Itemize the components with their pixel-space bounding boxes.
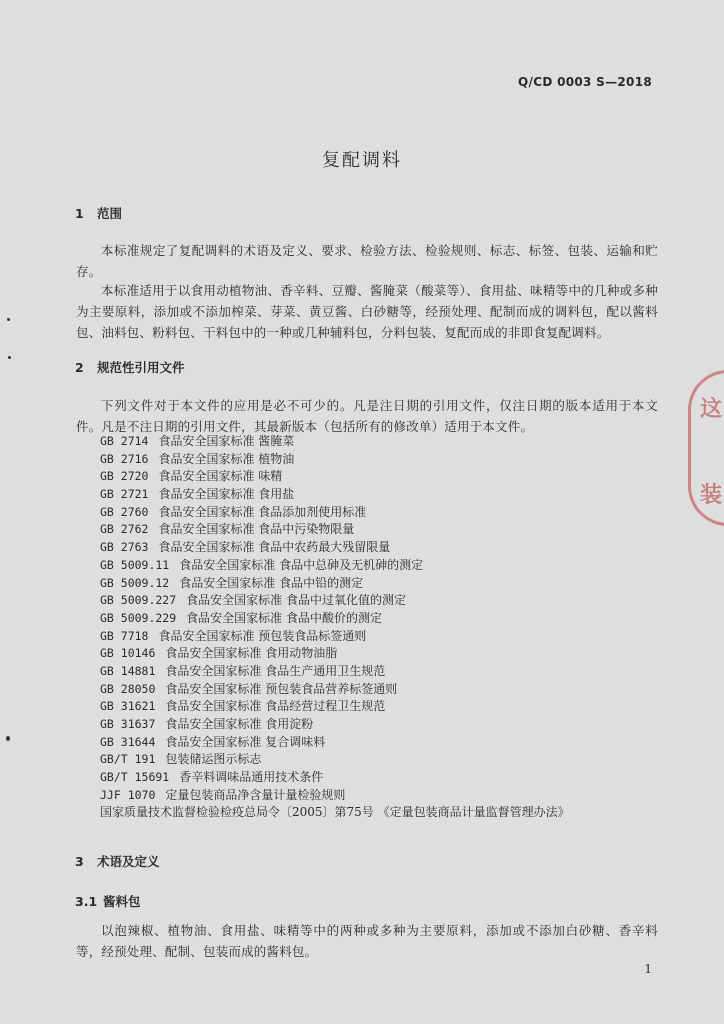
section-title: 范围	[97, 206, 123, 221]
definition-paragraph: 以泡辣椒、植物油、食用盐、味精等中的两种或多种为主要原料，添加或不添加白砂糖、香辛料等，经预处理、配制、包装而成的酱料包。	[76, 923, 658, 959]
reference-item	[100, 433, 570, 451]
seal-character: 装	[700, 483, 723, 508]
reference-title: 食品安全国家标准 食品添加剂使用标准	[158, 504, 367, 519]
reference-item	[100, 486, 570, 504]
reference-code: GB 7718	[100, 628, 149, 643]
section-heading-1	[75, 204, 122, 222]
reference-item	[100, 716, 570, 734]
reference-code: GB 2762	[100, 522, 149, 537]
section-title: 规范性引用文件	[97, 360, 185, 375]
reference-code: GB 2714	[100, 434, 149, 448]
reference-item	[100, 468, 570, 486]
reference-title: 食品安全国家标准 复合调味料	[165, 734, 326, 749]
section-number: 3	[75, 854, 84, 869]
reference-item	[100, 539, 570, 557]
subsection-heading-3-1	[75, 892, 141, 910]
reference-title: 食品安全国家标准 食品中铅的测定	[179, 575, 364, 590]
reference-code: GB 31637	[100, 717, 156, 731]
reference-code: GB 31621	[100, 699, 156, 714]
reference-item	[100, 451, 570, 469]
reference-item	[100, 592, 570, 610]
seal-character: 这	[700, 397, 723, 422]
reference-code: GB 5009.227	[100, 593, 177, 608]
reference-title: 食品安全国家标准 食品生产通用卫生规范	[165, 663, 386, 678]
reference-code: JJF 1070	[100, 787, 156, 802]
reference-item	[100, 557, 570, 575]
reference-title: 食品安全国家标准 预包装食品营养标签通则	[165, 681, 398, 696]
reference-title: 食品安全国家标准 植物油	[158, 451, 295, 466]
reference-title: 食品安全国家标准 食品中过氧化值的测定	[186, 593, 406, 608]
reference-title: 食品安全国家标准 食品中酸价的测定	[186, 610, 382, 625]
reference-code: GB 2721	[100, 487, 149, 502]
reference-code: GB 2760	[100, 504, 149, 519]
reference-code: GB 10146	[100, 646, 156, 661]
section-number: 1	[75, 206, 84, 221]
reference-code: GB 28050	[100, 681, 156, 696]
reference-item	[100, 769, 570, 787]
reference-item	[100, 804, 570, 822]
subsection-number: 3.1	[75, 894, 98, 909]
reference-item	[100, 734, 570, 752]
section-heading-2	[75, 358, 185, 376]
reference-code: GB/T 191	[100, 752, 156, 767]
reference-code: GB 31644	[100, 734, 156, 749]
reference-item	[100, 645, 570, 663]
reference-code: GB 2763	[100, 540, 149, 555]
reference-title: 食品安全国家标准 食品中总砷及无机砷的测定	[179, 557, 424, 572]
document-number: Q/CD 0003 S—2018	[518, 75, 652, 89]
references-intro: 下列文件对于本文件的应用是必不可少的。凡是注日期的引用文件，仅注日期的版本适用于本文件。凡是不注日期的引用文件，其最新版本（包括所有的修改单）适用于本文件。	[76, 398, 658, 434]
section-number: 2	[75, 360, 84, 375]
reference-code: GB/T 15691	[100, 770, 170, 785]
reference-item	[100, 521, 570, 539]
reference-title: 国家质量技术监督检验检疫总局令〔2005〕第75号 《定量包装商品计量监督管理办法》	[100, 805, 570, 820]
reference-item	[100, 663, 570, 681]
reference-item	[100, 610, 570, 628]
scan-speck	[7, 318, 10, 321]
reference-item	[100, 681, 570, 699]
reference-item	[100, 628, 570, 646]
reference-title: 食品安全国家标准 酱腌菜	[158, 434, 295, 448]
reference-item	[100, 575, 570, 593]
page-number: 1	[644, 962, 652, 976]
reference-code: GB 5009.12	[100, 575, 170, 590]
reference-code: GB 5009.229	[100, 610, 177, 625]
reference-code: GB 2716	[100, 451, 149, 466]
reference-title: 包装储运图示标志	[165, 752, 262, 767]
reference-item	[100, 751, 570, 769]
reference-title: 食品安全国家标准 食用动物油脂	[165, 646, 338, 661]
scan-speck	[6, 736, 10, 741]
subsection-title: 酱料包	[103, 894, 141, 909]
reference-title: 食品安全国家标准 味精	[158, 469, 283, 484]
reference-title: 定量包装商品净含量计量检验规则	[165, 787, 346, 802]
page-title: 复配调料	[322, 150, 402, 171]
reference-item	[100, 787, 570, 805]
reference-title: 食品安全国家标准 预包装食品标签通则	[158, 628, 367, 643]
reference-title: 食品安全国家标准 食用盐	[158, 487, 295, 502]
reference-code: GB 5009.11	[100, 557, 170, 572]
reference-item	[100, 504, 570, 522]
scope-paragraph-1: 本标准规定了复配调料的术语及定义、要求、检验方法、检验规则、标志、标签、包装、运输和贮存。	[76, 243, 658, 279]
reference-code: GB 2720	[100, 469, 149, 484]
section-heading-3	[75, 852, 160, 870]
scope-paragraph-2: 本标准适用于以食用动植物油、香辛料、豆瓣、酱腌菜（酸菜等）、食用盐、味精等中的几种或多种为主要原料，添加或不添加榨菜、芽菜、黄豆酱、白砂糖等，经预处理、配制而成的调料包，配以酱料包、油料包、粉料包、干料包中的一种或几种辅料包，分料包装、复配而成的非即食复配调料。	[76, 283, 658, 340]
scan-speck	[8, 356, 11, 359]
reference-code: GB 14881	[100, 663, 156, 678]
reference-list	[100, 433, 570, 822]
reference-title: 食品安全国家标准 食用淀粉	[165, 717, 314, 731]
reference-title: 食品安全国家标准 食品经营过程卫生规范	[165, 699, 386, 714]
reference-title: 香辛料调味品通用技术条件	[179, 770, 324, 785]
section-title: 术语及定义	[97, 854, 160, 869]
reference-title: 食品安全国家标准 食品中农药最大残留限量	[158, 540, 391, 555]
reference-title: 食品安全国家标准 食品中污染物限量	[158, 522, 355, 537]
reference-item	[100, 698, 570, 716]
